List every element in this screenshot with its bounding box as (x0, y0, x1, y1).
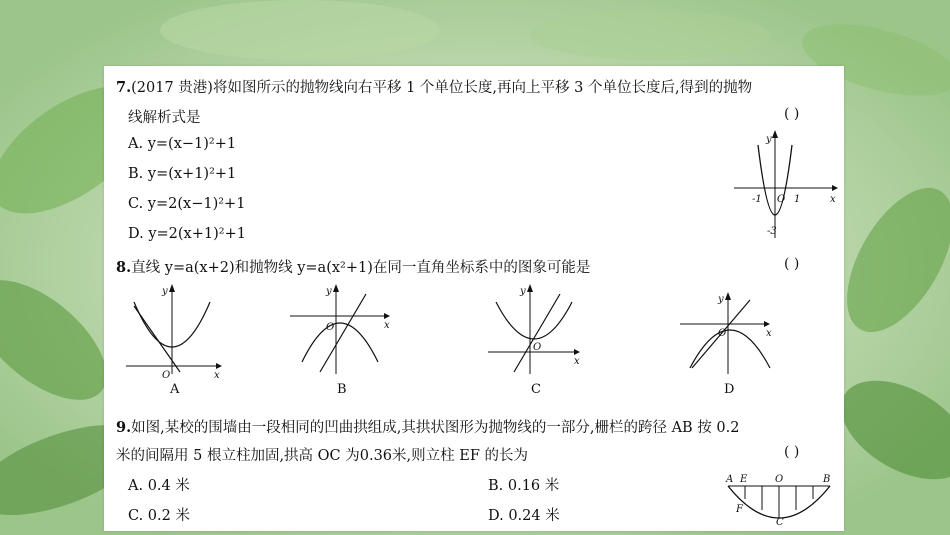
q7-parabola-figure (732, 130, 838, 240)
q8-d-x-label: x (766, 328, 772, 339)
q8-d-parabola (690, 330, 770, 368)
q7-option-a: A. y=(x−1)²+1 (128, 136, 237, 152)
q8-answer-bracket: ( ) (784, 256, 800, 272)
q9-option-a: A. 0.4 米 (128, 478, 190, 494)
q8-c-line (514, 294, 560, 372)
q7-y-arrow (772, 130, 778, 138)
q9-label-o: O (775, 474, 784, 485)
q8-number: 8. (116, 259, 132, 276)
q8-a-line (134, 306, 180, 372)
q8-caption-a: A (170, 382, 180, 397)
q8-graph-b (288, 284, 394, 376)
q9-answer-bracket: ( ) (784, 444, 800, 460)
q7-source: (2017 贵港) (131, 80, 213, 96)
q8-c-y-label: y (520, 286, 526, 297)
q8-graph-a (124, 284, 224, 381)
q7-number: 7. (116, 79, 132, 96)
q9-option-c: C. 0.2 米 (128, 508, 190, 524)
q9-label-c: C (776, 517, 784, 528)
q8-d-y-label: y (718, 294, 724, 305)
q7-origin-label: O (777, 194, 786, 205)
q9-option-d: D. 0.24 米 (488, 508, 560, 524)
q7-x-label: x (830, 194, 836, 205)
q7-option-c: C. y=2(x−1)²+1 (128, 196, 246, 212)
q7-bottom-label: -3 (767, 226, 777, 237)
q8-b-x-label: x (384, 320, 390, 331)
q9-arch-figure (724, 470, 836, 526)
q8-b-origin: O (326, 322, 335, 333)
q8-text: 直线 y=a(x+2)和抛物线 y=a(x²+1)在同一直角坐标系中的图象可能是 (131, 260, 591, 276)
q8-c-origin: O (533, 342, 542, 353)
q9-label-e: E (740, 474, 748, 485)
q8-a-origin: O (162, 370, 171, 381)
question-sheet (104, 66, 844, 531)
q8-c-parabola (496, 302, 572, 339)
q8-b-y-label: y (326, 286, 332, 297)
q7-text1: 将如图所示的抛物线向右平移 1 个单位长度,再向上平移 3 个单位长度后,得到的抛物 (212, 80, 753, 96)
q8-graph-d (678, 292, 778, 376)
q9-number: 9. (116, 419, 132, 436)
q7-one-label: 1 (794, 194, 801, 205)
q7-text2: 线解析式是 (128, 110, 201, 126)
q9-text1: 如图,某校的围墙由一段相同的凹曲拱组成,其拱状图形为抛物线的一部分,栅栏的跨径 AB 按 0.2 (131, 420, 740, 436)
q7-y-label: y (766, 134, 772, 145)
q9-label-b: B (823, 474, 831, 485)
q7-option-d: D. y=2(x+1)²+1 (128, 226, 246, 242)
q9-option-b: B. 0.16 米 (488, 478, 560, 494)
q9-label-f: F (736, 504, 743, 515)
q8-c-x-label: x (574, 356, 580, 367)
q8-caption-c: C (531, 382, 541, 397)
q7-option-b: B. y=(x+1)²+1 (128, 166, 237, 182)
q9-label-a: A (726, 474, 734, 485)
q8-graph-c (486, 284, 586, 376)
q8-caption-d: D (724, 382, 735, 397)
q9-line1 (116, 416, 739, 437)
q8-caption-b: B (337, 382, 347, 397)
q8-a-y-label: y (162, 286, 168, 297)
q7-x-arrow (832, 185, 838, 191)
q8-d-origin: O (718, 328, 727, 339)
q7-answer-bracket: ( ) (784, 106, 800, 122)
q7-line1 (116, 76, 752, 97)
q8-line (116, 256, 590, 277)
q9-text2: 米的间隔用 5 根立柱加固,拱高 OC 为0.36米,则立柱 EF 的长为 (116, 448, 529, 464)
q7-neg1-label: -1 (752, 194, 762, 205)
q8-a-x-label: x (214, 370, 220, 381)
q8-b-parabola (302, 323, 378, 362)
